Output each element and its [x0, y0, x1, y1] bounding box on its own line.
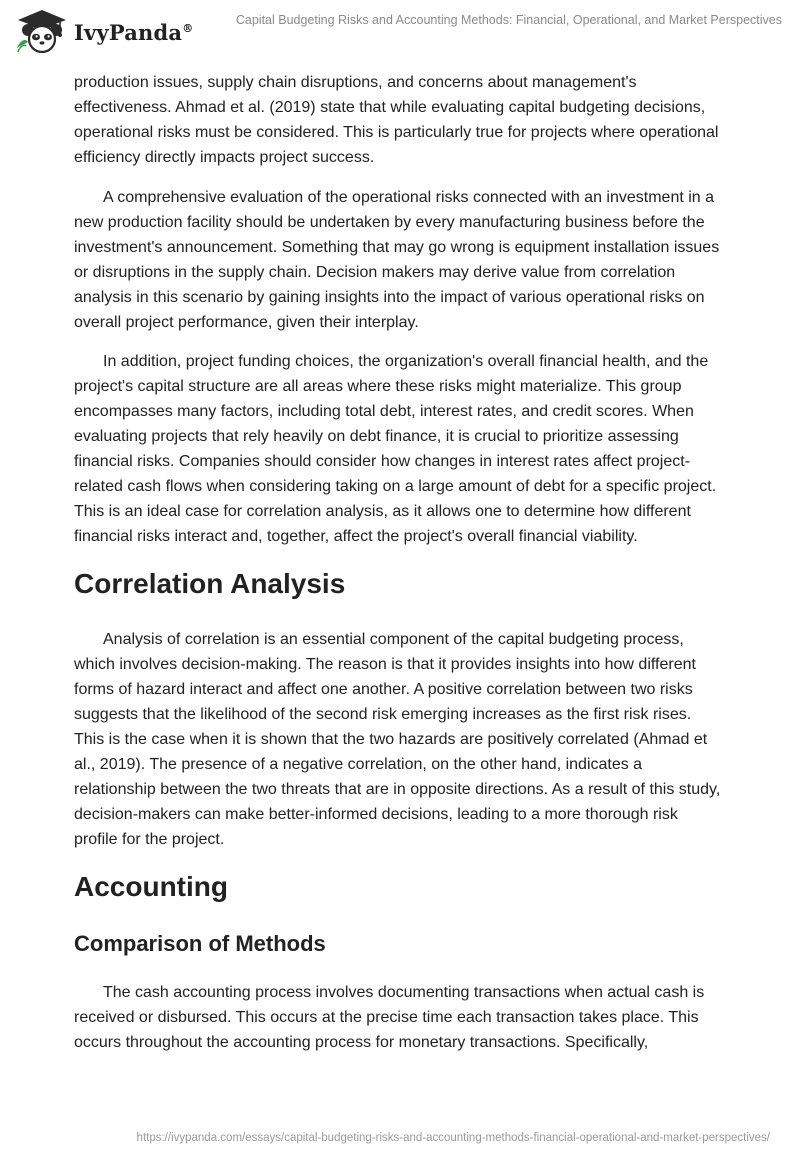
- ivypanda-logo[interactable]: [14, 8, 224, 56]
- document-title: Capital Budgeting Risks and Accounting Methods: Financial, Operational, and Market Perspectives: [235, 13, 782, 27]
- essay-content: [74, 70, 724, 1070]
- paragraph: production issues, supply chain disruptions, and concerns about management's effectiveness. Ahmad et al. (2019) state that while evaluating capital budgeting decisions, operational risks must be considered. This is particularly true for projects where operational efficiency directly impacts project success.: [74, 74, 719, 166]
- heading-correlation-analysis: Correlation Analysis: [74, 568, 346, 599]
- source-url[interactable]: https://ivypanda.com/essays/capital-budgeting-risks-and-accounting-methods-financial-operational-and-market-perspectives/: [136, 1132, 770, 1144]
- paragraph: In addition, project funding choices, the organization's overall financial health, and the project's capital structure are all areas where these risks might materialize. This group encompasses many factors, including total debt, interest rates, and credit scores. When evaluating projects that rely heavily on debt finance, it is crucial to prioritize assessing financial risks. Companies should consider how changes in interest rates affect project-related cash flows when considering taking on a large amount of debt for a specific project. This is an ideal case for correlation analysis, as it allows one to determine how different financial risks interact and, together, affect the project's overall financial viability.: [74, 353, 717, 545]
- brand-name: IvyPanda®: [74, 20, 194, 45]
- heading-comparison-of-methods: Comparison of Methods: [74, 931, 326, 956]
- paragraph: Analysis of correlation is an essential component of the capital budgeting process, which involves decision-making. The reason is that it provides insights into how different forms of hazard interact and affect one another. A positive correlation between two risks suggests that the likelihood of the second risk emerging increases as the first risk rises. This is the case when it is shown that the two hazards are positively correlated (Ahmad et al., 2019). The presence of a negative correlation, on the other hand, indicates a relationship between the two threats that are in opposite directions. As a result of this study, decision-makers can make better-informed decisions, leading to a more thorough risk profile for the project.: [74, 631, 721, 848]
- paragraph: The cash accounting process involves documenting transactions when actual cash is received or disbursed. This occurs at the precise time each transaction takes place. This occurs throughout the accounting process for monetary transactions. Specifically,: [74, 984, 705, 1051]
- heading-accounting: Accounting: [74, 871, 228, 902]
- paragraph: A comprehensive evaluation of the operational risks connected with an investment in a new production facility should be undertaken by every manufacturing business before the investment's announcement. Something that may go wrong is equipment installation issues or disruptions in the supply chain. Decision makers may derive value from correlation analysis in this scenario by gaining insights into the impact of various operational risks on overall project performance, given their interplay.: [74, 188, 720, 331]
- panda-graduate-icon: [14, 8, 70, 54]
- page-header: [0, 0, 800, 60]
